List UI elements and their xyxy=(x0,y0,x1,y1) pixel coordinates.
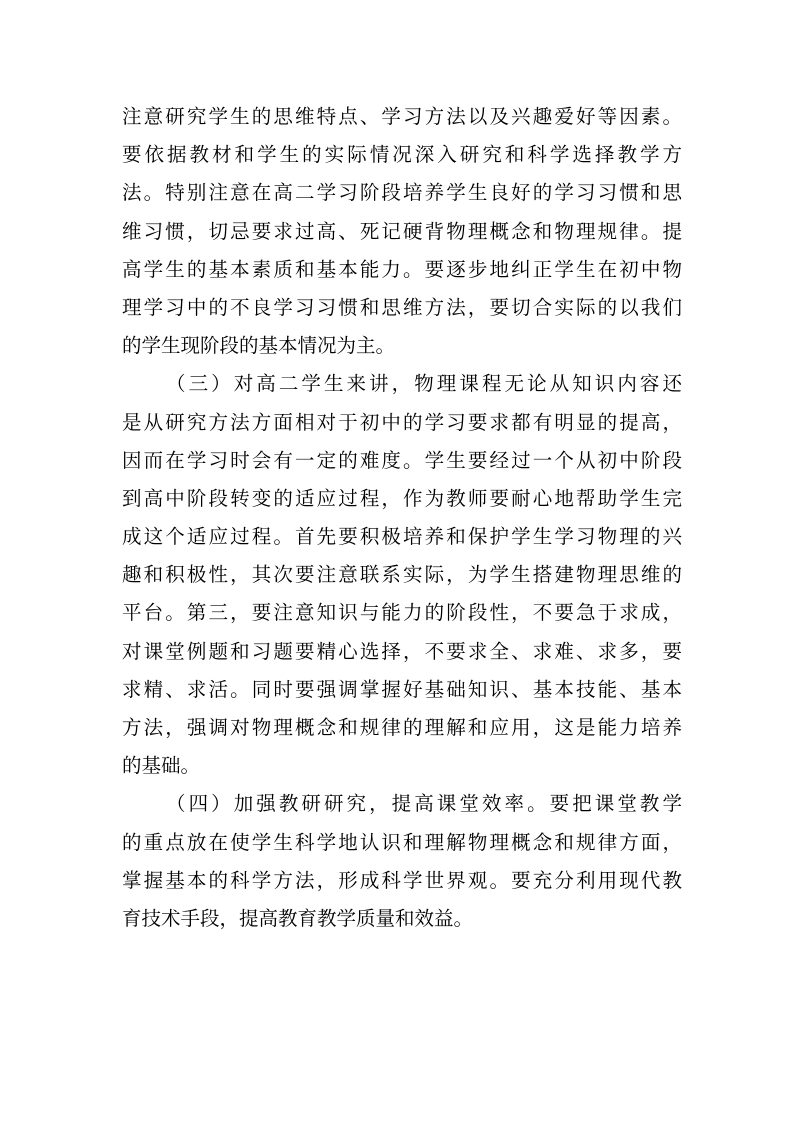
paragraph-section-three xyxy=(122,365,682,785)
paragraph-section-four xyxy=(122,785,682,938)
text-line: 方法，强调对物理概念和规律的理解和应用，这是能力培养 xyxy=(122,716,682,739)
text-line: 到高中阶段转变的适应过程，作为教师要耐心地帮助学生完 xyxy=(122,486,682,510)
text-line: 求精、求活。同时要强调掌握好基础知识、基本技能、基本 xyxy=(122,677,682,701)
text-line: 的学生现阶段的基本情况为主。 xyxy=(122,334,396,358)
text-line: 法。特别注意在高二学习阶段培养学生良好的学习习惯和思 xyxy=(122,181,682,205)
text-line: 平台。第三，要注意知识与能力的阶段性，不要急于求成， xyxy=(122,601,682,625)
text-line: 注意研究学生的思维特点、学习方法以及兴趣爱好等因素。 xyxy=(122,105,682,128)
text-line: （四）加强教研研究，提高课堂效率。要把课堂教学 xyxy=(166,792,682,816)
text-line: 理学习中的不良学习习惯和思维方法，要切合实际的以我们 xyxy=(122,295,682,319)
text-line: 高学生的基本素质和基本能力。要逐步地纠正学生在初中物 xyxy=(122,257,682,281)
text-line: 掌握基本的科学方法，形成科学世界观。要充分利用现代教 xyxy=(122,868,682,892)
text-line: 要依据教材和学生的实际情况深入研究和科学选择教学方 xyxy=(122,143,682,167)
paragraph-continuation xyxy=(122,98,682,365)
text-line: 对课堂例题和习题要精心选择，不要求全、求难、求多，要 xyxy=(122,639,682,663)
text-line: 是从研究方法方面相对于初中的学习要求都有明显的提高， xyxy=(122,410,682,434)
text-line: （三）对高二学生来讲，物理课程无论从知识内容还 xyxy=(166,372,682,396)
text-line: 趣和积极性，其次要注意联系实际，为学生搭建物理思维的 xyxy=(122,563,682,587)
text-line: 成这个适应过程。首先要积极培养和保护学生学习物理的兴 xyxy=(122,525,682,549)
document-page xyxy=(122,98,682,938)
text-line: 育技术手段，提高教育教学质量和效益。 xyxy=(122,906,474,930)
text-line: 的基础。 xyxy=(122,754,201,778)
text-line: 的重点放在使学生科学地认识和理解物理概念和规律方面， xyxy=(122,830,682,854)
text-line: 因而在学习时会有一定的难度。学生要经过一个从初中阶段 xyxy=(122,448,682,472)
text-line: 维习惯，切忌要求过高、死记硬背物理概念和物理规律。提 xyxy=(122,219,682,243)
